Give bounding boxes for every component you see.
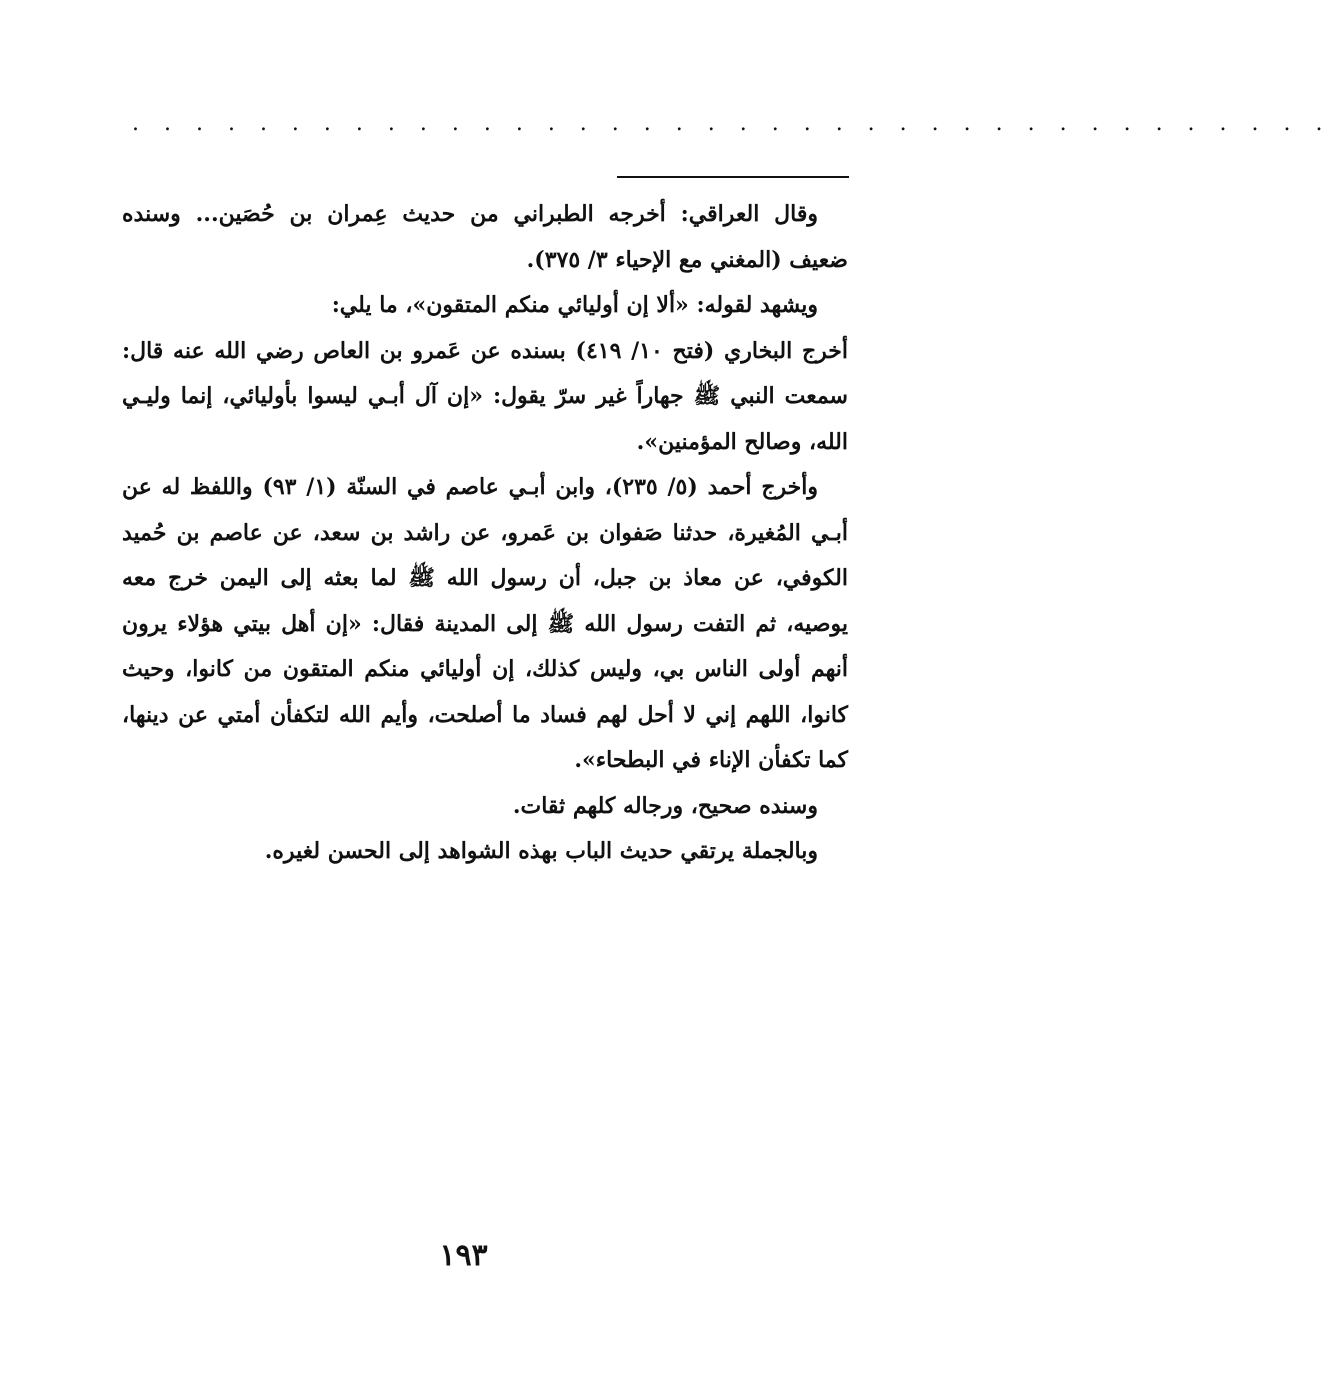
paragraph-bukhari: أخرج البخاري (فتح ١٠/ ٤١٩) بسنده عن عَمرو بن العاص رضي الله عنه قال: سمعت النبي ﷺ جهاراً غير سرّ يقول: «إن آل أبـي ليسوا بأوليائي، إنما وليـي الله، وصالح المؤمنين».: [122, 337, 848, 455]
dotted-separator: . . . . . . . . . . . . . . . . . . . . . . . . . . . . . . . . . . . . . .: [132, 111, 1332, 136]
paragraph-isnad: وسنده صحيح، ورجاله كلهم ثقات.: [512, 792, 818, 819]
paragraph-ahmad: وأخرج أحمد (٥/ ٢٣٥)، وابن أبـي عاصم في السنّة (١/ ٩٣) واللفظ له عن أبـي المُغيرة، حدثنا صَفوان بن عَمرو، عن راشد بن سعد، عن عاصم بن حُميد الكوفي، عن معاذ بن جبل، أن رسول الله ﷺ لما بعثه إلى اليمن خرج معه يوصيه، ثم التفت رسول الله ﷺ إلى المدينة فقال: «إن أهل بيتي هؤلاء يرون أنهم أولى الناس بي، وليس كذلك، إن أوليائي منكم المتقون من كانوا، وحيث كانوا، اللهم إني لا أحل لهم فساد ما أصلحت، وأيم الله لتكفأن أمتي عن دينها، كما تكفأن الإناء في البطحاء».: [122, 474, 848, 773]
paragraph-witness: ويشهد لقوله: «ألا إن أوليائي منكم المتقون»، ما يلي:: [331, 292, 818, 318]
paragraph-iraqi: وقال العراقي: أخرجه الطبراني من حديث عِمران بن حُصَين... وسنده ضعيف (المغني مع الإحياء ٣/ ٣٧٥).: [122, 201, 848, 273]
footnote-text: [122, 192, 848, 875]
paragraph-conclusion: وبالجملة يرتقي حديث الباب بهذه الشواهد إلى الحسن لغيره.: [264, 838, 818, 864]
page-number: ١٩٣: [439, 1238, 488, 1273]
footnote-rule: [617, 176, 849, 178]
